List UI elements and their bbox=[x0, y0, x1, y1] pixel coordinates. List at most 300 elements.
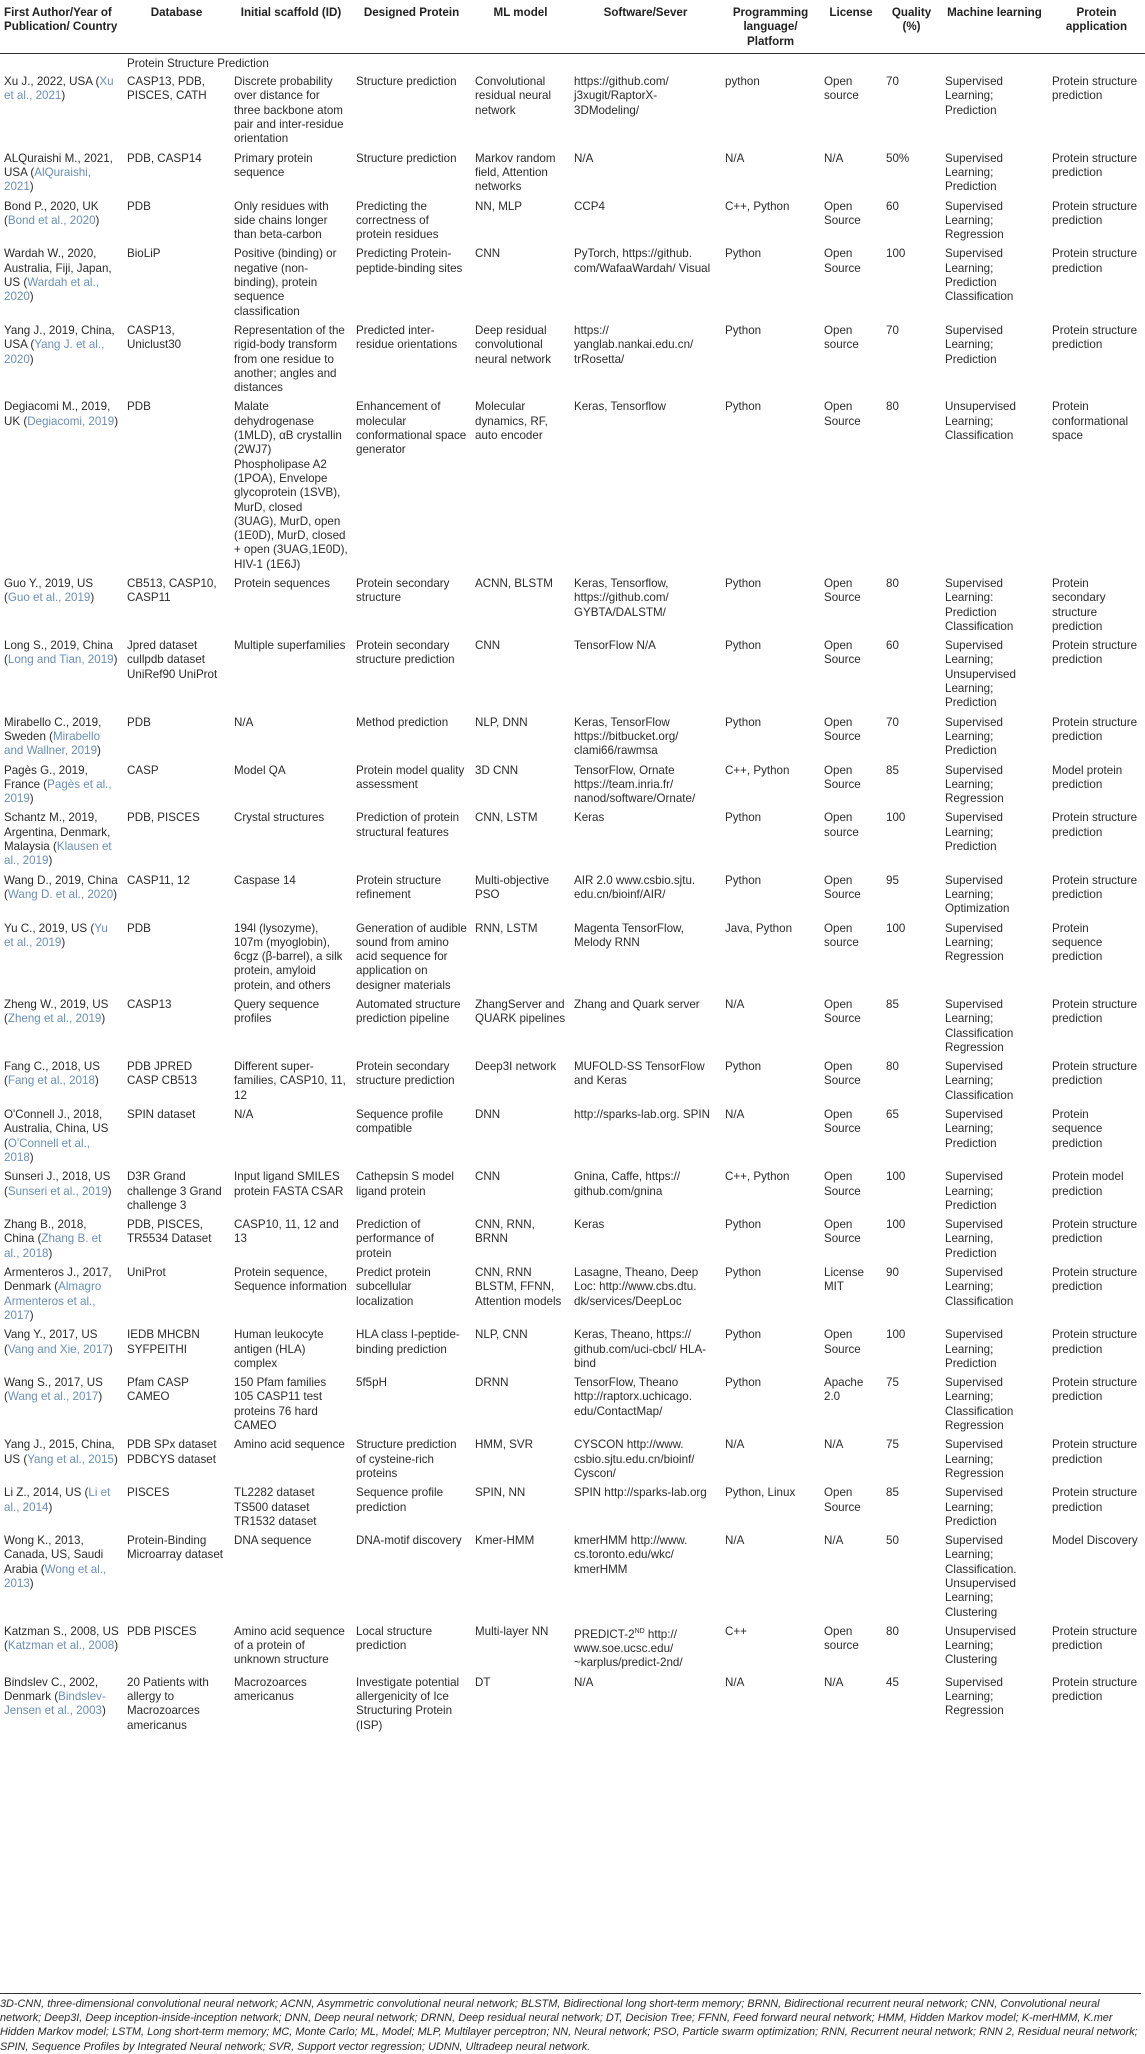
citation-link[interactable]: Wong et al., 2013 bbox=[4, 1562, 107, 1590]
author-text: Fang C., 2018, US ( bbox=[4, 1060, 101, 1088]
cell-language: Python bbox=[725, 323, 762, 337]
author-text: Bindslev C., 2002, Denmark ( bbox=[4, 1675, 99, 1703]
cell-scaffold: Caspase 14 bbox=[234, 873, 296, 887]
cell-database: D3R Grand challenge 3 Grand challenge 3 bbox=[127, 1170, 222, 1212]
cell-designed: Generation of audible sound from amino acid sequence for application on designer materials bbox=[356, 921, 467, 992]
cell-scaffold: Primary protein sequence bbox=[234, 151, 313, 179]
author-text-end: ) bbox=[113, 887, 118, 901]
cell-language: Python bbox=[725, 576, 762, 590]
author-text-end: ) bbox=[29, 792, 34, 806]
cell-language: Python bbox=[725, 1376, 762, 1390]
cell-author bbox=[0, 635, 123, 711]
cell-ml-model: DT bbox=[475, 1675, 491, 1689]
section-row bbox=[0, 53, 1145, 71]
citation-link[interactable]: Yang J. et al., 2020 bbox=[4, 338, 105, 366]
col-ml-model: ML model bbox=[493, 6, 548, 19]
cell-license: N/A bbox=[824, 1534, 844, 1548]
cell-quality: 65 bbox=[886, 1108, 899, 1122]
cell-database: Pfam CASP CAMEO bbox=[127, 1376, 189, 1404]
cell-ml: Supervised Learning; Prediction bbox=[945, 1108, 1004, 1150]
cell-database: Jpred dataset cullpdb dataset UniRef90 UniProt bbox=[127, 639, 218, 681]
cell-application: Protein sequence prediction bbox=[1052, 1108, 1103, 1150]
author-text: Pagès G., 2019, France ( bbox=[4, 763, 88, 791]
cell-author bbox=[0, 1166, 123, 1214]
cell-database: PDB bbox=[127, 921, 151, 935]
citation-link[interactable]: Bond et al., 2020 bbox=[7, 213, 96, 227]
cell-license: Open source bbox=[824, 921, 859, 949]
cell-language: C++, Python bbox=[725, 763, 790, 777]
cell-author bbox=[0, 1056, 123, 1104]
cell-scaffold: Protein sequences bbox=[234, 576, 331, 590]
cell-designed: Cathepsin S model ligand protein bbox=[356, 1170, 454, 1198]
author-text: Armenteros J., 2017, Denmark ( bbox=[4, 1266, 112, 1294]
cell-ml-model: Kmer-HMM bbox=[475, 1534, 535, 1548]
table-row bbox=[0, 994, 1145, 1056]
author-text-end: ) bbox=[48, 854, 53, 868]
cell-quality: 85 bbox=[886, 998, 899, 1011]
cell-designed: Sequence profile compatible bbox=[356, 1108, 444, 1136]
cell-license: Open source bbox=[824, 811, 859, 839]
cell-ml: Supervised Learning; Regression bbox=[945, 1438, 1004, 1480]
cell-author bbox=[0, 712, 123, 760]
cell-software: CCP4 bbox=[574, 199, 605, 213]
cell-database: PISCES bbox=[127, 1486, 170, 1500]
cell-scaffold: Query sequence profiles bbox=[234, 998, 320, 1026]
cell-ml: Supervised Learning; Classification Regression bbox=[945, 1376, 1014, 1433]
citation-link[interactable]: Klausen et al., 2019 bbox=[4, 840, 112, 868]
cell-ml-model: Multi-objective PSO bbox=[475, 873, 550, 901]
cell-license: Open Source bbox=[824, 1060, 861, 1088]
cell-license: License MIT bbox=[824, 1266, 864, 1294]
cell-language: C++, Python bbox=[725, 199, 790, 213]
cell-quality: 80 bbox=[886, 1624, 899, 1638]
cell-application: Protein structure prediction bbox=[1052, 1328, 1138, 1356]
citation-link[interactable]: Zhang B. et al., 2018 bbox=[4, 1232, 102, 1260]
table-row bbox=[0, 1056, 1145, 1104]
citation-link[interactable]: Xu et al., 2021 bbox=[4, 75, 114, 103]
cell-author bbox=[0, 243, 123, 319]
cell-scaffold: CASP10, 11, 12 and 13 bbox=[234, 1218, 339, 1246]
cell-ml: Supervised Learning; Classification. Unsupervised Learning; Clustering bbox=[945, 1534, 1017, 1619]
cell-software: N/A bbox=[574, 151, 594, 165]
author-text: Xu J., 2022, USA ( bbox=[4, 75, 100, 89]
col-ml: Machine learning bbox=[947, 6, 1042, 19]
cell-application: Protein model prediction bbox=[1052, 1170, 1124, 1198]
cell-designed: Protein structure refinement bbox=[356, 873, 442, 901]
cell-software: SPIN http://sparks-lab.org bbox=[574, 1486, 707, 1500]
cell-designed: Local structure prediction bbox=[356, 1624, 433, 1653]
cell-quality: 75 bbox=[886, 1438, 899, 1452]
cell-designed: Prediction of performance of protein bbox=[356, 1218, 434, 1260]
author-text-end: ) bbox=[114, 414, 119, 428]
cell-author bbox=[0, 1324, 123, 1372]
cell-license: Open Source bbox=[824, 763, 861, 791]
cell-scaffold: DNA sequence bbox=[234, 1534, 312, 1548]
author-text: Degiacomi M., 2019, UK ( bbox=[4, 400, 111, 428]
cell-language: Java, Python bbox=[725, 921, 793, 935]
cell-author bbox=[0, 71, 123, 147]
cell-application: Protein structure prediction bbox=[1052, 715, 1138, 743]
cell-language: Python bbox=[725, 1266, 762, 1280]
cell-author bbox=[0, 807, 123, 869]
col-language: Programming language/ Platform bbox=[732, 6, 809, 48]
author-text: Schantz M., 2019, Argentina, Denmark, Malaysia ( bbox=[4, 811, 111, 854]
cell-quality: 80 bbox=[886, 400, 899, 414]
author-text-end: ) bbox=[29, 290, 34, 304]
table-row bbox=[0, 573, 1145, 635]
author-text: Bond P., 2020, UK ( bbox=[4, 199, 99, 227]
section-label: Protein Structure Prediction bbox=[127, 56, 269, 70]
header-row bbox=[0, 0, 1145, 53]
cell-quality: 85 bbox=[886, 1486, 899, 1500]
citation-link[interactable]: Yu et al., 2019 bbox=[4, 921, 108, 949]
cell-database: CASP13 bbox=[127, 998, 172, 1011]
cell-scaffold: Positive (binding) or negative (non-binding), protein sequence classification bbox=[234, 247, 337, 318]
cell-language: N/A bbox=[725, 998, 745, 1011]
cell-designed: Predicted inter-residue orientations bbox=[356, 323, 458, 352]
cell-scaffold: Protein sequence, Sequence information bbox=[234, 1266, 347, 1294]
cell-language: Python bbox=[725, 639, 762, 653]
cell-software: http://sparks-lab.org. SPIN bbox=[574, 1108, 710, 1122]
cell-quality: 60 bbox=[886, 199, 899, 213]
author-text: Yang J., 2019, China, USA ( bbox=[4, 323, 115, 352]
cell-application: Protein structure prediction bbox=[1052, 1486, 1138, 1514]
citation-link[interactable]: Wang et al., 2017 bbox=[7, 1390, 99, 1404]
cell-quality: 100 bbox=[886, 247, 906, 261]
cell-language: Python bbox=[725, 1060, 762, 1074]
cell-designed: Predicting Protein-peptide-binding sites bbox=[356, 247, 463, 275]
cell-quality: 100 bbox=[886, 1328, 906, 1342]
cell-software: Lasagne, Theano, Deep Loc: http://www.cbs.dtu. dk/services/DeepLoc bbox=[574, 1266, 699, 1308]
cell-author bbox=[0, 1104, 123, 1166]
cell-scaffold: Only residues with side chains longer than beta-carbon bbox=[234, 199, 329, 242]
cell-language: N/A bbox=[725, 1438, 745, 1452]
cell-database: BioLiP bbox=[127, 247, 161, 261]
cell-ml: Supervised Learning; Regression bbox=[945, 763, 1004, 806]
cell-designed: Protein secondary structure prediction bbox=[356, 1060, 455, 1088]
cell-ml-model: 3D CNN bbox=[475, 763, 519, 777]
author-text-end: ) bbox=[101, 1012, 106, 1026]
cell-quality: 80 bbox=[886, 1060, 899, 1074]
citation-link[interactable]: Guo et al., 2019 bbox=[7, 591, 91, 605]
citation-link[interactable]: Almagro Armenteros et al., 2017 bbox=[4, 1280, 102, 1322]
cell-scaffold: N/A bbox=[234, 1108, 254, 1122]
cell-author bbox=[0, 760, 123, 808]
citation-link[interactable]: Fang et al., 2018 bbox=[7, 1074, 95, 1088]
cell-ml-model: Convolutional residual neural network bbox=[475, 75, 552, 117]
citation-link[interactable]: Mirabello and Wallner, 2019 bbox=[4, 729, 101, 758]
cell-ml: Supervised Learning; Unsupervised Learning; Prediction bbox=[945, 639, 1016, 710]
cell-quality: 70 bbox=[886, 323, 899, 337]
author-text: Yu C., 2019, US ( bbox=[4, 921, 95, 935]
cell-application: Protein structure prediction bbox=[1052, 199, 1138, 227]
col-software: Software/Sever bbox=[603, 6, 688, 19]
software-text: PREDICT-2 bbox=[574, 1627, 635, 1641]
col-database: Database bbox=[150, 6, 203, 19]
cell-license: Open Source bbox=[824, 639, 861, 667]
cell-quality: 100 bbox=[886, 1170, 906, 1184]
cell-application: Protein structure prediction bbox=[1052, 639, 1138, 667]
cell-ml-model: CNN, RNN BLSTM, FFNN, Attention models bbox=[475, 1266, 562, 1308]
cell-license: Open Source bbox=[824, 247, 861, 275]
author-text-end: ) bbox=[108, 1342, 113, 1356]
author-text-end: ) bbox=[114, 1452, 118, 1466]
cell-author bbox=[0, 196, 123, 244]
citation-link[interactable]: Long and Tian, 2019 bbox=[7, 653, 114, 667]
cell-database: PDB JPRED CASP CB513 bbox=[127, 1060, 198, 1088]
citation-link[interactable]: AlQuraishi, 2021 bbox=[4, 165, 91, 194]
cell-ml: Supervised Learning; Regression bbox=[945, 1675, 1004, 1718]
cell-ml: Unsupervised Learning; Classification bbox=[945, 400, 1016, 443]
cell-ml-model: NLP, DNN bbox=[475, 715, 528, 729]
table-row bbox=[0, 71, 1145, 147]
cell-quality: 100 bbox=[886, 921, 906, 935]
cell-database: CB513, CASP10, CASP11 bbox=[127, 576, 217, 605]
cell-application: Protein structure prediction bbox=[1052, 323, 1138, 352]
cell-language: N/A bbox=[725, 1675, 745, 1689]
cell-ml: Supervised Learning; Regression bbox=[945, 921, 1004, 964]
table-row bbox=[0, 1482, 1145, 1530]
table-footnote: 3D-CNN, three-dimensional convolutional neural network; ACNN, Asymmetric convolutional neural network; BLSTM, Bidirectional long short-term memory; BRNN, Bidirectional recurrent neural network; CNN, Convolutional neural network; Deep3I, Deep inception-inside-inception network; DNN, Deep neural network; DRNN, Deep residual neural network; DT, Decision Tree; FFNN, Feed forward neural network; HMM, Hidden Markov model; K-merHMM, K.mer Hidden Markov model; LSTM, Long short-term memory; MC, Monte Carlo; ML, Model; MLP, Multilayer perceptron; NN, Neural network; PSO, Particle swarm optimization; RNN, Recurrent neural network; RNN 2, Residual neural network; SPIN, Sequence Profiles by Integrated Neural network; SVR, Support vector regression; UDNN, Ultradeep neural network. bbox=[0, 1993, 1141, 2054]
cell-language: Python bbox=[725, 247, 762, 261]
cell-scaffold: TL2282 dataset TS500 dataset TR1532 dataset bbox=[234, 1486, 317, 1528]
cell-ml-model: DNN bbox=[475, 1108, 501, 1122]
citation-link[interactable]: Pagès et al., 2019 bbox=[4, 777, 112, 806]
citation-link[interactable]: Yang et al., 2015 bbox=[27, 1452, 114, 1466]
author-text: Vang Y., 2017, US ( bbox=[4, 1328, 98, 1356]
cell-license: Open Source bbox=[824, 873, 861, 901]
cell-application: Protein structure prediction bbox=[1052, 151, 1138, 179]
cell-software: Keras bbox=[574, 811, 605, 825]
citation-link[interactable]: O'Connell et al., 2018 bbox=[4, 1136, 90, 1164]
author-text-end: ) bbox=[101, 1704, 106, 1718]
cell-ml-model: NLP, CNN bbox=[475, 1328, 528, 1342]
author-text: Li Z., 2014, US ( bbox=[4, 1486, 89, 1500]
cell-database: Protein-Binding Microarray dataset bbox=[127, 1534, 224, 1562]
cell-quality: 50% bbox=[886, 151, 910, 165]
cell-application: Protein structure prediction bbox=[1052, 1376, 1138, 1404]
cell-scaffold: N/A bbox=[234, 715, 254, 729]
cell-application: Protein structure prediction bbox=[1052, 998, 1138, 1026]
col-scaffold: Initial scaffold (ID) bbox=[240, 6, 342, 19]
cell-ml-model: CNN, LSTM bbox=[475, 811, 538, 825]
author-text-end: ) bbox=[29, 1576, 34, 1590]
author-text: Katzman S., 2008, US ( bbox=[4, 1624, 119, 1653]
cell-author bbox=[0, 1262, 123, 1324]
cell-designed: Protein secondary structure prediction bbox=[356, 639, 455, 667]
cell-software: TensorFlow, Theano http://raptorx.uchicago. edu/ContactMap/ bbox=[574, 1376, 692, 1418]
citation-link[interactable]: Wardah et al., 2020 bbox=[4, 276, 99, 304]
col-license: License bbox=[829, 6, 873, 19]
author-text-end: ) bbox=[61, 935, 66, 949]
author-text: ALQuraishi M., 2021, USA ( bbox=[4, 151, 113, 179]
citation-link[interactable]: Degiacomi, 2019 bbox=[27, 414, 115, 428]
cell-ml-model: CNN bbox=[475, 639, 501, 653]
cell-application: Protein structure prediction bbox=[1052, 811, 1138, 839]
author-text: Guo Y., 2019, US ( bbox=[4, 576, 94, 605]
cell-ml-model: ACNN, BLSTM bbox=[475, 576, 553, 590]
cell-author bbox=[0, 1434, 123, 1482]
cell-application: Protein structure prediction bbox=[1052, 1218, 1138, 1246]
author-text: Zhang B., 2018, China ( bbox=[4, 1218, 87, 1246]
cell-ml-model: RNN, LSTM bbox=[475, 921, 538, 935]
citation-link[interactable]: Wang D. et al., 2020 bbox=[7, 887, 114, 901]
cell-designed: 5f5pH bbox=[356, 1376, 387, 1390]
cell-application: Protein sequence prediction bbox=[1052, 921, 1103, 964]
table-row bbox=[0, 1434, 1145, 1482]
cell-license: Open Source bbox=[824, 400, 861, 428]
cell-quality: 60 bbox=[886, 639, 899, 653]
cell-database: PDB SPx dataset PDBCYS dataset bbox=[127, 1438, 217, 1466]
cell-software: TensorFlow, Ornate https://team.inria.fr/ nanod/software/Ornate/ bbox=[574, 763, 696, 806]
cell-ml: Supervised Learning; Classification bbox=[945, 1266, 1014, 1308]
cell-ml-model: Deep residual convolutional neural network bbox=[475, 323, 552, 366]
cell-ml: Supervised Learning; Prediction bbox=[945, 1170, 1004, 1212]
cell-language: N/A bbox=[725, 1108, 745, 1122]
cell-author bbox=[0, 1672, 123, 1734]
cell-designed: Prediction of protein structural features bbox=[356, 811, 460, 839]
table-row bbox=[0, 148, 1145, 196]
cell-scaffold: Malate dehydrogenase (1MLD), αB crystallin (2WJ7) Phospholipase A2 (1POA), Envelope glycoprotein (1SVB), MurD, closed (3UAG), MurD, open (1E0D), MurD, closed + open (3UAG,1E0D), HIV-1 (1E6J) bbox=[234, 400, 348, 571]
author-text-end: ) bbox=[97, 744, 101, 758]
cell-ml: Supervised Learning: Prediction Classification bbox=[945, 576, 1014, 633]
cell-ml-model: Markov random field, Attention networks bbox=[475, 151, 556, 194]
cell-author bbox=[0, 1372, 123, 1434]
cell-language: N/A bbox=[725, 151, 745, 165]
author-text: Long S., 2019, China ( bbox=[4, 639, 113, 667]
cell-database: CASP13, Uniclust30 bbox=[127, 323, 182, 352]
cell-license: Open source bbox=[824, 323, 859, 352]
cell-designed: Predict protein subcellular localization bbox=[356, 1266, 431, 1308]
cell-scaffold: Multiple superfamilies bbox=[234, 639, 346, 653]
col-author: First Author/Year of Publication/ Country bbox=[4, 6, 118, 34]
cell-ml-model: SPIN, NN bbox=[475, 1486, 526, 1500]
table-row bbox=[0, 712, 1145, 760]
table-row bbox=[0, 1621, 1145, 1672]
cell-language: Python bbox=[725, 1218, 762, 1232]
cell-ml-model: Deep3I network bbox=[475, 1060, 557, 1074]
table-row bbox=[0, 396, 1145, 573]
cell-software: Zhang and Quark server bbox=[574, 998, 700, 1011]
author-text-end: ) bbox=[29, 352, 34, 366]
cell-scaffold: Amino acid sequence bbox=[234, 1438, 345, 1452]
cell-designed: Predicting the correctness of protein residues bbox=[356, 199, 439, 242]
citation-link[interactable]: Zheng et al., 2019 bbox=[7, 1012, 102, 1026]
cell-ml: Unsupervised Learning; Clustering bbox=[945, 1624, 1016, 1667]
table-row bbox=[0, 196, 1145, 244]
cell-application: Model protein prediction bbox=[1052, 763, 1123, 791]
cell-scaffold: Representation of the rigid-body transform from one residue to another; angles and distances bbox=[234, 323, 345, 395]
cell-language: Python bbox=[725, 811, 762, 825]
col-application: Protein application bbox=[1065, 6, 1128, 34]
cell-quality: 70 bbox=[886, 75, 899, 89]
cell-designed: Automated structure prediction pipeline bbox=[356, 998, 461, 1026]
cell-database: PDB bbox=[127, 199, 151, 213]
cell-language: N/A bbox=[725, 1534, 745, 1548]
author-text: Wong K., 2013, Canada, US, Saudi Arabia ( bbox=[4, 1534, 104, 1576]
cell-database: 20 Patients with allergy to Macrozoarces americanus bbox=[127, 1675, 209, 1732]
cell-application: Protein structure prediction bbox=[1052, 75, 1138, 103]
cell-scaffold: Input ligand SMILES protein FASTA CSAR bbox=[234, 1170, 344, 1198]
cell-application: Protein conformational space bbox=[1052, 400, 1129, 443]
author-text: Wang D., 2019, China ( bbox=[4, 873, 118, 901]
cell-language: Python bbox=[725, 715, 762, 729]
cell-software: Keras bbox=[574, 1218, 605, 1232]
author-text-end: ) bbox=[107, 1184, 112, 1198]
cell-database: PDB, PISCES, TR5534 Dataset bbox=[127, 1218, 212, 1246]
cell-license: Apache 2.0 bbox=[824, 1376, 864, 1404]
cell-database: CASP11, 12 bbox=[127, 873, 190, 887]
cell-license: Open Source bbox=[824, 1328, 861, 1356]
cell-ml: Supervised Learning, Prediction bbox=[945, 1218, 1004, 1260]
cell-author bbox=[0, 320, 123, 396]
cell-application: Model Discovery bbox=[1052, 1534, 1138, 1548]
citation-link[interactable]: Li et al., 2014 bbox=[4, 1486, 111, 1514]
cell-database: UniProt bbox=[127, 1266, 166, 1280]
citation-link[interactable]: Bindslev-Jensen et al., 2003 bbox=[4, 1689, 106, 1718]
author-text-end: ) bbox=[48, 1246, 53, 1260]
citation-link[interactable]: Katzman et al., 2008 bbox=[7, 1639, 115, 1653]
cell-quality: 75 bbox=[886, 1376, 899, 1390]
table-row bbox=[0, 1104, 1145, 1166]
citation-link[interactable]: Vang and Xie, 2017 bbox=[7, 1342, 109, 1356]
cell-language: python bbox=[725, 75, 760, 89]
cell-quality: 100 bbox=[886, 811, 906, 825]
cell-designed: Protein secondary structure bbox=[356, 576, 450, 605]
cell-ml: Supervised Learning; Optimization bbox=[945, 873, 1010, 916]
table-row bbox=[0, 760, 1145, 808]
cell-license: Open source bbox=[824, 1624, 859, 1653]
cell-author bbox=[0, 1482, 123, 1530]
cell-software: https:// yanglab.nankai.edu.cn/ trRosetta/ bbox=[574, 323, 694, 366]
cell-author bbox=[0, 396, 123, 573]
cell-language: C++ bbox=[725, 1624, 747, 1638]
cell-designed: Protein model quality assessment bbox=[356, 763, 465, 791]
table-row bbox=[0, 1372, 1145, 1434]
cell-license: Open Source bbox=[824, 576, 861, 605]
cell-ml-model: Molecular dynamics, RF, auto encoder bbox=[475, 400, 548, 443]
cell-scaffold: Different super-families, CASP10, 11, 12 bbox=[234, 1060, 346, 1102]
author-text-end: ) bbox=[29, 1150, 34, 1164]
author-text: Wardah W., 2020, Australia, Fiji, Japan, US ( bbox=[4, 247, 112, 290]
author-text-end: ) bbox=[94, 1074, 99, 1088]
cell-software: N/A bbox=[574, 1675, 594, 1689]
cell-license: Open Source bbox=[824, 199, 861, 227]
cell-software bbox=[570, 1621, 721, 1672]
cell-software: Keras, TensorFlow https://bitbucket.org/ clami66/rawmsa bbox=[574, 715, 679, 758]
cell-software: PyTorch, https://github. com/WafaaWardah/ Visual bbox=[574, 247, 711, 275]
cell-license: Open Source bbox=[824, 998, 861, 1026]
cell-quality: 50 bbox=[886, 1534, 899, 1548]
table-row bbox=[0, 320, 1145, 396]
table-row bbox=[0, 635, 1145, 711]
cell-quality: 80 bbox=[886, 576, 899, 590]
table-row bbox=[0, 243, 1145, 319]
citation-link[interactable]: Sunseri et al., 2019 bbox=[7, 1184, 108, 1198]
author-text: O'Connell J., 2018, Australia, China, US ( bbox=[4, 1108, 109, 1150]
software-text-rest: http:// www.soe.ucsc.edu/ ~karplus/predict-2nd/ bbox=[574, 1627, 683, 1670]
cell-application: Protein structure prediction bbox=[1052, 1060, 1138, 1088]
cell-language: Python bbox=[725, 873, 762, 887]
author-text-end: ) bbox=[48, 1500, 53, 1514]
author-text-end: ) bbox=[61, 89, 66, 103]
cell-author bbox=[0, 573, 123, 635]
cell-application: Protein structure prediction bbox=[1052, 1624, 1138, 1653]
cell-language: Python bbox=[725, 400, 762, 414]
author-text: Yang J., 2015, China, US ( bbox=[4, 1438, 115, 1466]
cell-application: Protein structure prediction bbox=[1052, 1438, 1138, 1466]
cell-designed: HLA class I-peptide-binding prediction bbox=[356, 1328, 460, 1356]
